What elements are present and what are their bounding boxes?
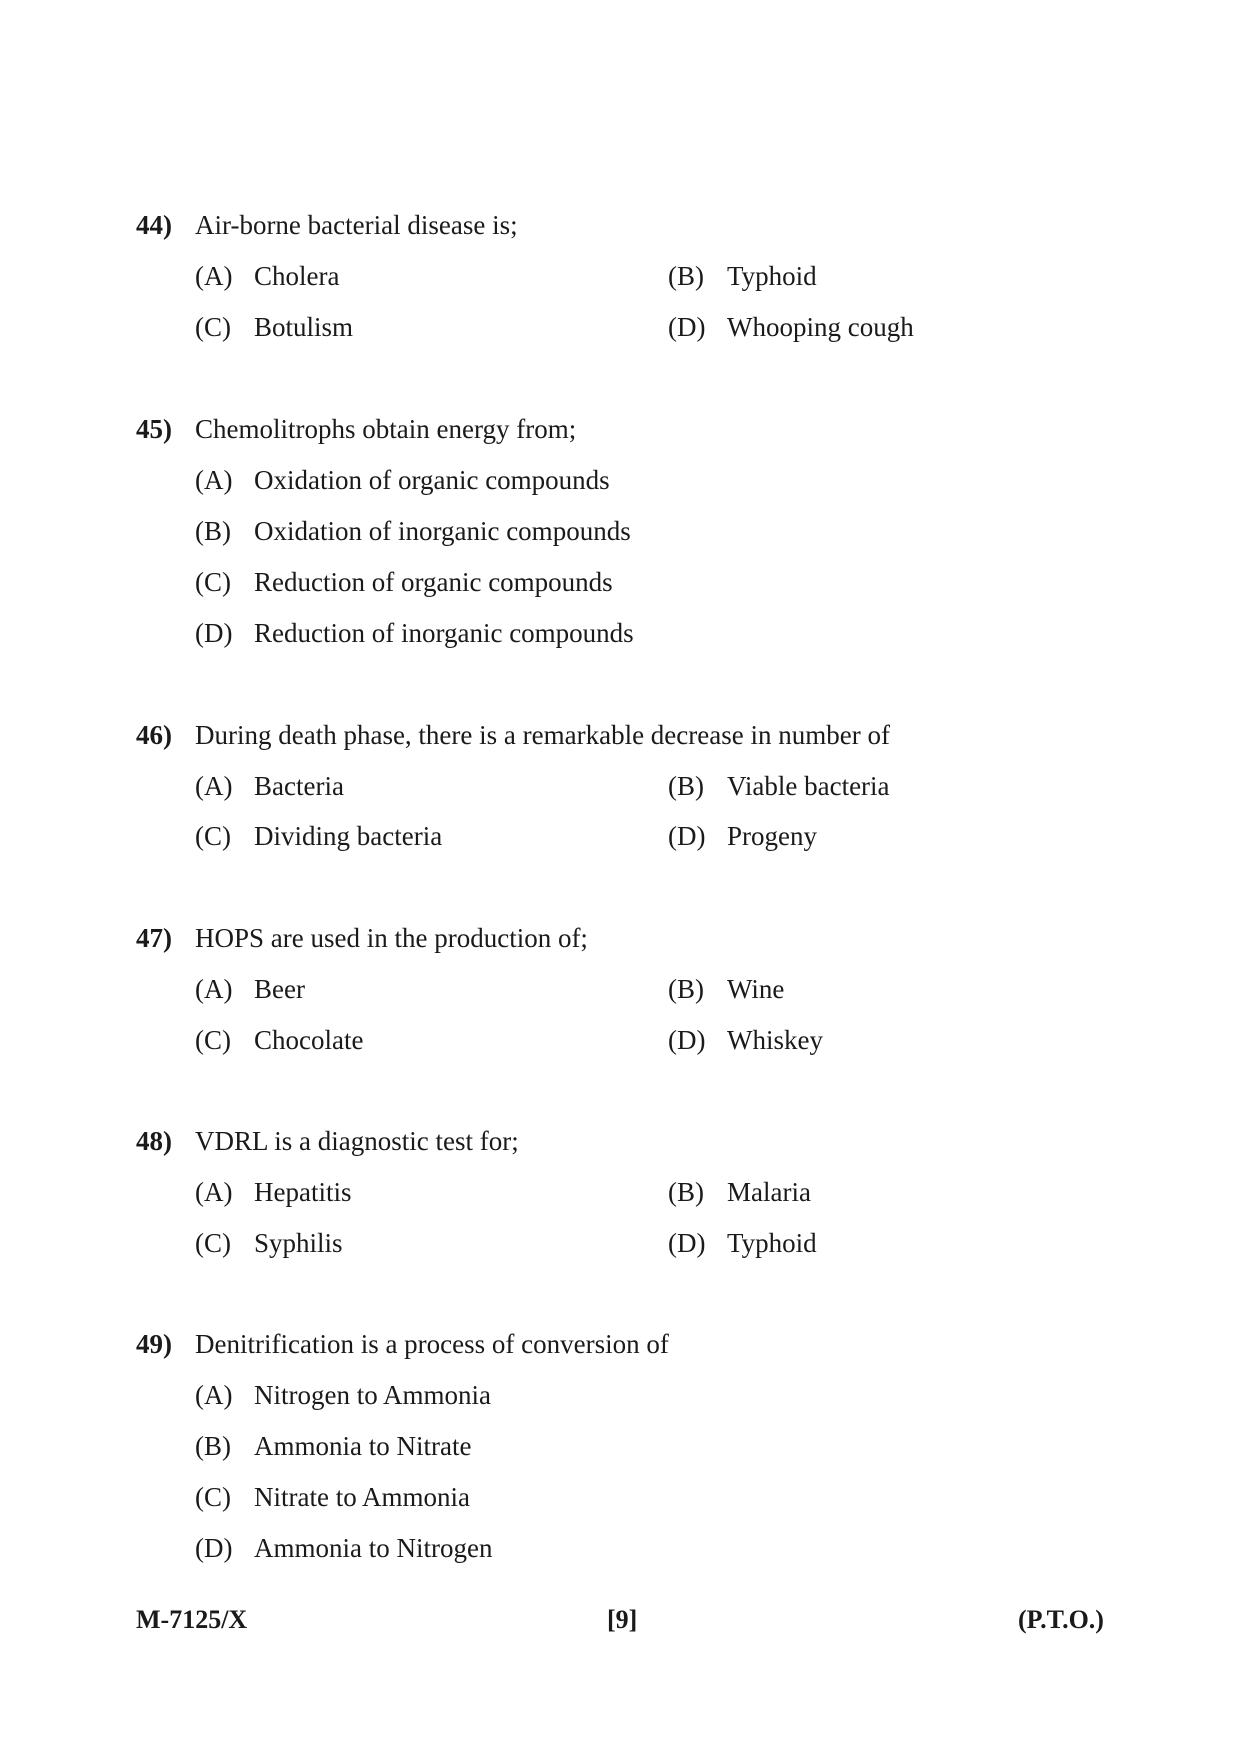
option-c bbox=[195, 310, 353, 344]
question-stem bbox=[136, 412, 576, 446]
option-text: Nitrogen to Ammonia bbox=[254, 1380, 491, 1410]
option-key: (B) bbox=[668, 1177, 704, 1207]
option-text: Oxidation of inorganic compounds bbox=[254, 516, 631, 546]
option-key: (D) bbox=[195, 618, 233, 648]
option-key: (C) bbox=[195, 567, 231, 597]
option-key: (C) bbox=[195, 1228, 231, 1258]
option-text: Viable bacteria bbox=[727, 771, 890, 801]
option-b bbox=[668, 972, 784, 1006]
question-stem bbox=[136, 1124, 519, 1158]
option-a bbox=[195, 972, 305, 1006]
option-b bbox=[195, 1429, 471, 1463]
option-key: (D) bbox=[668, 1228, 706, 1258]
option-key: (C) bbox=[195, 1025, 231, 1055]
option-text: Syphilis bbox=[254, 1228, 343, 1258]
question-stem bbox=[136, 718, 890, 752]
option-key: (B) bbox=[195, 516, 231, 546]
option-text: Chocolate bbox=[254, 1025, 364, 1055]
option-key: (A) bbox=[195, 261, 233, 291]
option-text: Reduction of inorganic compounds bbox=[254, 618, 634, 648]
question-text: Air-borne bacterial disease is; bbox=[195, 210, 518, 240]
question-number: 46) bbox=[136, 720, 172, 750]
option-text: Nitrate to Ammonia bbox=[254, 1482, 470, 1512]
option-key: (D) bbox=[668, 1025, 706, 1055]
option-key: (B) bbox=[668, 261, 704, 291]
option-a bbox=[195, 463, 610, 497]
option-key: (D) bbox=[195, 1533, 233, 1563]
question-text: Denitrification is a process of conversion of bbox=[195, 1329, 669, 1359]
option-d bbox=[668, 1226, 817, 1260]
question-number: 44) bbox=[136, 210, 172, 240]
option-d bbox=[668, 819, 817, 853]
option-b bbox=[668, 769, 890, 803]
option-a bbox=[195, 1175, 351, 1209]
option-text: Bacteria bbox=[254, 771, 344, 801]
option-key: (B) bbox=[668, 771, 704, 801]
option-text: Beer bbox=[254, 974, 305, 1004]
option-d bbox=[195, 616, 634, 650]
question-stem bbox=[136, 208, 518, 242]
question-text: VDRL is a diagnostic test for; bbox=[195, 1126, 519, 1156]
option-key: (D) bbox=[668, 821, 706, 851]
option-text: Dividing bacteria bbox=[254, 821, 443, 851]
option-b bbox=[668, 1175, 811, 1209]
option-text: Malaria bbox=[727, 1177, 811, 1207]
question-text: HOPS are used in the production of; bbox=[195, 923, 588, 953]
question-text: During death phase, there is a remarkable decrease in number of bbox=[195, 720, 890, 750]
option-a bbox=[195, 1378, 491, 1412]
option-text: Progeny bbox=[727, 821, 817, 851]
page-number: [9] bbox=[607, 1605, 638, 1634]
option-key: (A) bbox=[195, 771, 233, 801]
option-d bbox=[195, 1531, 492, 1565]
question-number: 47) bbox=[136, 923, 172, 953]
option-text: Ammonia to Nitrate bbox=[254, 1431, 472, 1461]
option-text: Whiskey bbox=[727, 1025, 823, 1055]
option-c bbox=[195, 819, 442, 853]
option-d bbox=[668, 1023, 823, 1057]
question-stem bbox=[136, 1327, 669, 1361]
option-text: Cholera bbox=[254, 261, 340, 291]
option-key: (C) bbox=[195, 821, 231, 851]
question-number: 49) bbox=[136, 1329, 172, 1359]
option-c bbox=[195, 565, 613, 599]
option-text: Typhoid bbox=[727, 1228, 817, 1258]
option-text: Typhoid bbox=[727, 261, 817, 291]
option-key: (B) bbox=[668, 974, 704, 1004]
question-number: 45) bbox=[136, 414, 172, 444]
option-d bbox=[668, 310, 914, 344]
option-b bbox=[668, 259, 817, 293]
option-b bbox=[195, 514, 631, 548]
option-key: (C) bbox=[195, 1482, 231, 1512]
option-c bbox=[195, 1023, 363, 1057]
option-text: Whooping cough bbox=[727, 312, 914, 342]
question-text: Chemolitrophs obtain energy from; bbox=[195, 414, 577, 444]
option-c bbox=[195, 1480, 470, 1514]
option-text: Oxidation of organic compounds bbox=[254, 465, 610, 495]
paper-code: M-7125/X bbox=[136, 1605, 248, 1634]
question-number: 48) bbox=[136, 1126, 172, 1156]
option-key: (A) bbox=[195, 974, 233, 1004]
option-c bbox=[195, 1226, 343, 1260]
option-text: Botulism bbox=[254, 312, 354, 342]
option-a bbox=[195, 259, 339, 293]
option-text: Hepatitis bbox=[254, 1177, 352, 1207]
option-key: (C) bbox=[195, 312, 231, 342]
option-a bbox=[195, 769, 344, 803]
option-key: (A) bbox=[195, 1177, 233, 1207]
please-turn-over: (P.T.O.) bbox=[1018, 1605, 1104, 1634]
option-text: Wine bbox=[727, 974, 785, 1004]
option-key: (A) bbox=[195, 1380, 233, 1410]
question-stem bbox=[136, 921, 588, 955]
option-key: (B) bbox=[195, 1431, 231, 1461]
option-key: (D) bbox=[668, 312, 706, 342]
option-text: Ammonia to Nitrogen bbox=[254, 1533, 493, 1563]
option-text: Reduction of organic compounds bbox=[254, 567, 613, 597]
option-key: (A) bbox=[195, 465, 233, 495]
